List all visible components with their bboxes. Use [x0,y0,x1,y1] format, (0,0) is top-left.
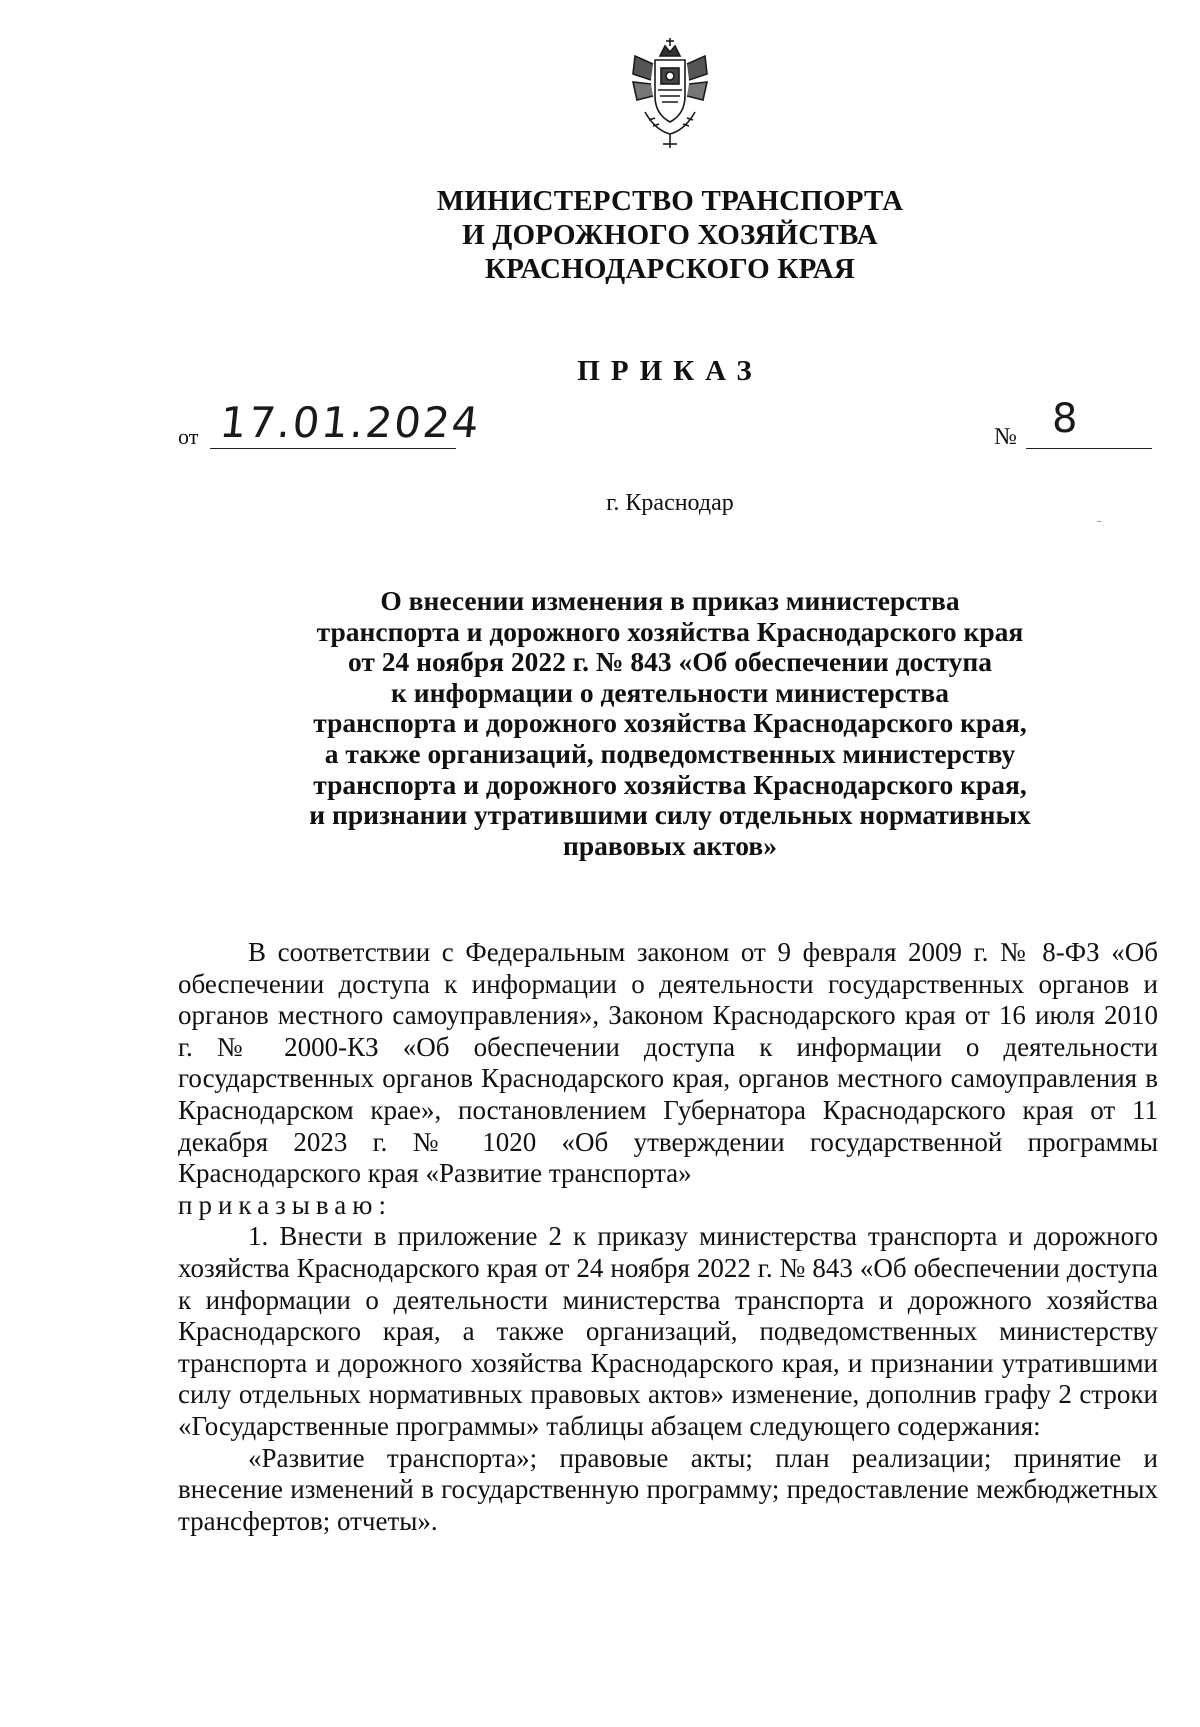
subject-line: транспорта и дорожного хозяйства Краснодарского края, [313,768,1027,800]
ministry-line: И ДОРОЖНОГО ХОЗЯЙСТВА [462,219,878,251]
subject-line: от 24 ноября 2022 г. № 843 «Об обеспечении доступа [347,646,993,678]
subject-line: правовых актов» [563,829,777,861]
subject-line: О внесении изменения в приказ министерства [380,585,960,616]
date-underline [210,448,456,449]
subject-line: и признании утратившими силу отдельных нормативных [309,799,1031,831]
number-underline [1026,448,1152,449]
preamble-paragraph: В соответствии с Федеральным законом от 9 февраля 2009 г. № 8-ФЗ «Об обеспечении доступа к информации о деятельности государственных органов и органов местного самоуправления», Законом Краснодарского края от 16 июля 2010 г. № 2000-КЗ «Об обеспечении доступа к информации о деятельности государственных органов Краснодарского края, органов местного самоуправления в Краснодарском крае», постановлением Губернатора Краснодарского края от 11 декабря 2023 г. № 1020 «Об утверждении государственной программы Краснодарского края «Развитие транспорта» [178,937,1158,1189]
order-subject [0,586,1200,861]
date-prefix: от [178,424,199,449]
subject-line: транспорта и дорожного хозяйства Краснодарского края, [313,707,1027,739]
coat-of-arms-icon [625,34,715,154]
order-body [178,937,1158,1537]
handwritten-number: 8 [1052,396,1080,442]
margin-mark [1097,521,1101,522]
document-type-title: ПРИКАЗ [577,355,763,387]
subject-line: транспорта и дорожного хозяйства Краснодарского края [316,615,1024,647]
order-word: приказываю: [178,1189,392,1220]
handwritten-date: 17.01.2024 [217,398,484,447]
subject-line: к информации о деятельности министерства [391,676,949,708]
ministry-name [0,184,1200,286]
number-prefix: № [994,424,1017,450]
item-1-paragraph: 1. Внести в приложение 2 к приказу министерства транспорта и дорожного хозяйства Краснодарского края от 24 ноября 2022 г. № 843 «Об обеспечении доступа к информации о деятельности министерства транспорта и дорожного хозяйства Краснодарского края, а также организаций, подведомственных министерству транспорта и дорожного хозяйства Краснодарского края, и признании утратившими силу отдельных нормативных правовых актов» изменение, дополнив графу 2 строки «Государственные программы» таблицы абзацем следующего содержания: [178,1221,1158,1441]
subject-line: а также организаций, подведомственных министерству [324,737,1016,769]
city: г. Краснодар [606,490,734,516]
ministry-line: КРАСНОДАРСКОГО КРАЯ [484,253,856,285]
ministry-line: МИНИСТЕРСТВО ТРАНСПОРТА [436,185,904,217]
quoted-paragraph: «Развитие транспорта»; правовые акты; план реализации; принятие и внесение изменений в государственную программу; предоставление межбюджетных трансфертов; отчеты». [178,1442,1158,1536]
